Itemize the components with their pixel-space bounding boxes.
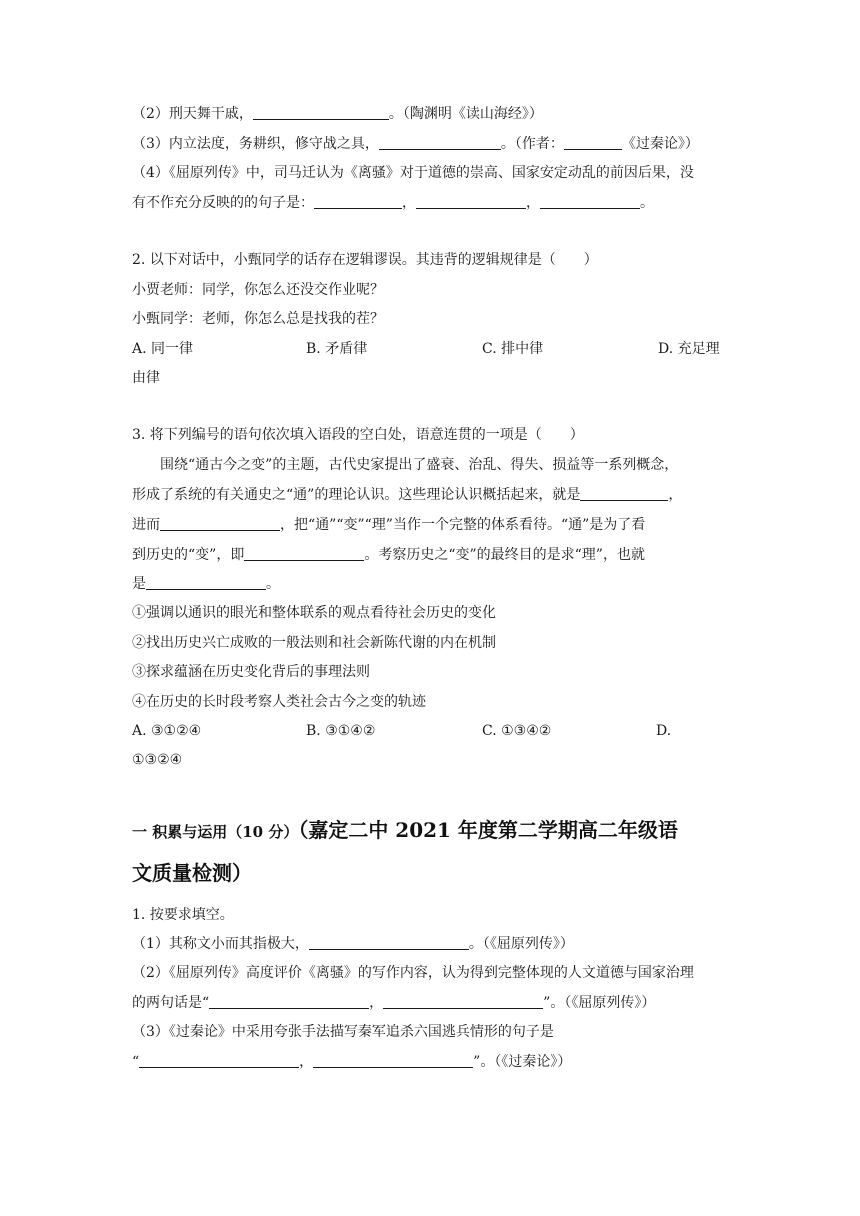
sentence-2: ②找出历史兴亡成败的一般法则和社会新陈代谢的内在机制 bbox=[132, 635, 496, 651]
fill-line-2-cont: 的两句话是“ ， ”。（《屈原列传》） bbox=[132, 995, 656, 1011]
answer-blank[interactable] bbox=[313, 1053, 473, 1068]
answer-blank[interactable] bbox=[309, 935, 469, 950]
answer-blank[interactable] bbox=[416, 194, 526, 209]
option-b[interactable]: B. ③①④② bbox=[306, 723, 376, 739]
passage-blank[interactable] bbox=[160, 516, 280, 531]
option-c[interactable]: C. 排中律 bbox=[482, 341, 544, 357]
option-a[interactable]: A. ③①②④ bbox=[132, 723, 202, 739]
question-1-stem: 1. 按要求填空。 bbox=[132, 907, 234, 923]
option-d-wrap: ①③②④ bbox=[132, 752, 183, 768]
fill-line-4: （4）《屈原列传》中，司马迁认为《离骚》对于道德的崇高、国家安定动乱的前因后果，没 bbox=[132, 165, 694, 181]
passage-blank[interactable] bbox=[244, 546, 364, 561]
fill-line-2: （2）刑天舞干戚， 。（陶渊明《读山海经》） bbox=[132, 106, 543, 122]
answer-blank[interactable] bbox=[540, 194, 640, 209]
section-heading: 一 积累与运用（10 分）（嘉定二中 2021 年度第二学期高二年级语 bbox=[132, 818, 678, 842]
passage-line: 是 。 bbox=[132, 576, 280, 592]
answer-blank[interactable] bbox=[209, 994, 369, 1009]
answer-blank[interactable] bbox=[314, 194, 402, 209]
fill-line-4-cont: 有不作充分反映的的句子是： ， ， 。 bbox=[132, 195, 654, 211]
question-3-stem: 3. 将下列编号的语句依次填入语段的空白处，语意连贯的一项是（ ） bbox=[132, 427, 584, 443]
dialogue-student: 小甄同学：老师，你怎么总是找我的茬？ bbox=[132, 311, 384, 327]
passage-line: 围绕“通古今之变”的主题，古代史家提出了盛衰、治乱、得失、损益等一系列概念， bbox=[160, 457, 679, 473]
question-2-stem: 2. 以下对话中，小甄同学的话存在逻辑谬误。其违背的逻辑规律是（ ） bbox=[132, 252, 598, 268]
option-a[interactable]: A. 同一律 bbox=[132, 341, 194, 357]
sentence-1: ①强调以通识的眼光和整体联系的观点看待社会历史的变化 bbox=[132, 605, 496, 621]
option-d[interactable]: D. bbox=[656, 723, 672, 739]
option-d[interactable]: D. 充足理 bbox=[658, 341, 720, 357]
sentence-4: ④在历史的长时段考察人类社会古今之变的轨迹 bbox=[132, 694, 426, 710]
section-heading-cont: 文质量检测） bbox=[132, 861, 252, 885]
dialogue-teacher: 小贾老师：同学，你怎么还没交作业呢？ bbox=[132, 282, 384, 298]
fill-line-2: （2）《屈原列传》高度评价《离骚》的写作内容，认为得到完整体现的人文道德与国家治理 bbox=[132, 965, 694, 981]
passage-blank[interactable] bbox=[580, 486, 668, 501]
option-b[interactable]: B. 矛盾律 bbox=[306, 341, 368, 357]
sentence-3: ③探求蕴涵在历史变化背后的事理法则 bbox=[132, 664, 370, 680]
passage-line: 到历史的“变”，即 。考察历史之“变”的最终目的是求“理”，也就 bbox=[132, 547, 645, 563]
fill-line-3-cont: “ ， ”。（《过秦论》） bbox=[132, 1054, 572, 1070]
fill-line-3: （3）内立法度，务耕织，修守战之具， 。（作者： 《过秦论》） bbox=[132, 136, 699, 152]
fill-line-1: （1）其称文小而其指极大， 。（《屈原列传》） bbox=[132, 936, 574, 952]
answer-blank[interactable] bbox=[379, 135, 501, 150]
answer-blank[interactable] bbox=[253, 105, 389, 120]
answer-blank[interactable] bbox=[139, 1053, 299, 1068]
passage-blank[interactable] bbox=[146, 575, 266, 590]
passage-line: 形成了系统的有关通史之“通”的理论认识。这些理论认识概括起来，就是 ， bbox=[132, 487, 683, 503]
fill-line-3: （3）《过秦论》中采用夸张手法描写秦军追杀六国逃兵情形的句子是 bbox=[132, 1024, 554, 1040]
answer-blank[interactable] bbox=[383, 994, 543, 1009]
option-d-wrap: 由律 bbox=[132, 370, 160, 386]
passage-line: 进而 ，把“通”“变”“理”当作一个完整的体系看待。“通”是为了看 bbox=[132, 517, 646, 533]
option-c[interactable]: C. ①③④② bbox=[482, 723, 552, 739]
author-blank[interactable] bbox=[564, 135, 622, 150]
